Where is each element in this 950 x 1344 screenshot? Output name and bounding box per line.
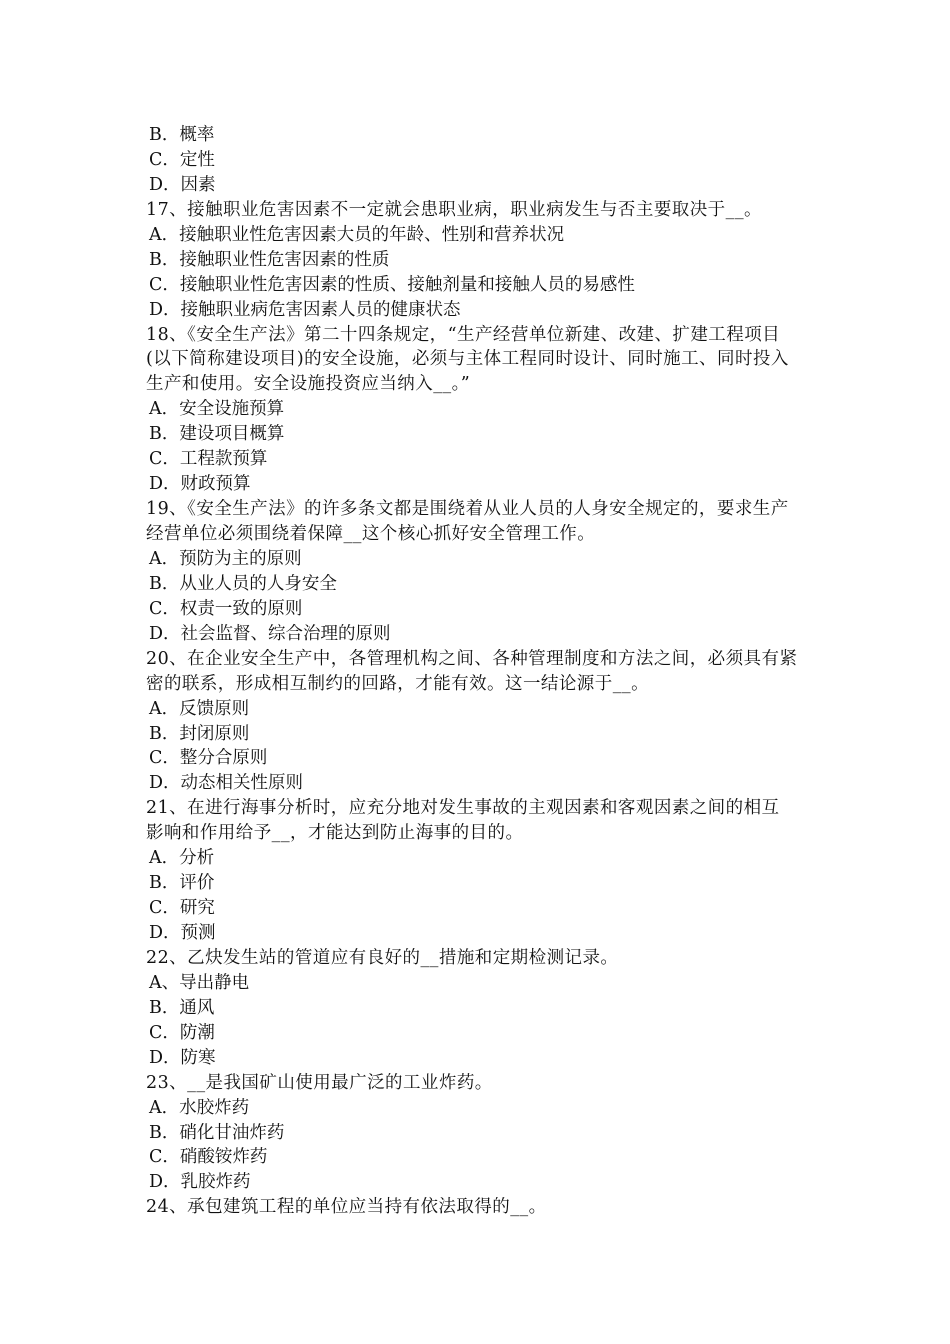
answer-option: C．整分合原则 [149,748,268,769]
question-text-line: 22、乙炔发生站的管道应有良好的__措施和定期检测记录。 [146,947,619,968]
answer-option: D．动态相关性原则 [149,773,304,794]
question-text-line: 23、__是我国矿山使用最广泛的工业炸药。 [146,1072,493,1093]
answer-option: C．接触职业性危害因素的性质、接触剂量和接触人员的易感性 [149,274,635,295]
answer-option: D．防寒 [149,1047,216,1068]
question-text-line: (以下简称建设项目)的安全设施，必须与主体工程同时设计、同时施工、同时投入 [146,349,789,370]
answer-option: D．接触职业病危害因素人员的健康状态 [149,299,461,320]
answer-option: D．财政预算 [149,474,251,495]
question-text-line: 24、承包建筑工程的单位应当持有依法取得的__。 [146,1197,547,1218]
answer-option: A．反馈原则 [149,698,250,719]
answer-option: C．防潮 [149,1022,215,1043]
answer-option: A．分析 [149,848,215,869]
question-text-line: 生产和使用。安全设施投资应当纳入__。” [146,374,471,395]
answer-option: C．硝酸铵炸药 [149,1147,268,1168]
answer-option: D．预测 [149,923,216,943]
answer-option: B．通风 [149,997,215,1018]
answer-option: B．封闭原则 [149,723,250,744]
question-text-line: 17、接触职业危害因素不一定就会患职业病，职业病发生与否主要取决于__。 [146,199,762,220]
answer-option: C．定性 [149,149,215,170]
answer-option: A、导出静电 [149,972,250,993]
question-text-line: 20、在企业安全生产中，各管理机构之间、各种管理制度和方法之间，必须具有紧 [146,648,798,669]
answer-option: B．建设项目概算 [149,424,285,445]
question-text-line: 18、《安全生产法》第二十四条规定，“生产经营单位新建、改建、扩建工程项目 [146,324,781,345]
answer-option: B．接触职业性危害因素的性质 [149,249,390,270]
question-text-line: 21、在进行海事分析时，应充分地对发生事故的主观因素和客观因素之间的相互 [146,798,780,819]
answer-option: C．工程款预算 [149,449,268,470]
question-text-line: 经营单位必须围绕着保障__这个核心抓好安全管理工作。 [146,524,596,544]
answer-option: B．概率 [149,125,215,145]
answer-option: C．研究 [149,898,215,919]
answer-option: A．预防为主的原则 [149,548,302,569]
answer-option: D．因素 [149,174,216,195]
answer-option: C．权责一致的原则 [149,598,303,619]
answer-option: D．乳胶炸药 [149,1172,251,1193]
answer-option: B．评价 [149,873,215,894]
question-text-line: 19、《安全生产法》的许多条文都是围绕着从业人员的人身安全规定的，要求生产 [146,499,789,520]
answer-option: A．接触职业性危害因素大员的年龄、性别和营养状况 [149,224,565,245]
question-text-line: 影响和作用给予__，才能达到防止海事的目的。 [146,823,524,844]
answer-option: B．硝化甘油炸药 [149,1122,285,1143]
document-body [146,123,812,1220]
answer-option: B．从业人员的人身安全 [149,573,337,594]
answer-option: A．安全设施预算 [149,399,285,420]
question-text-line: 密的联系，形成相互制约的回路，才能有效。这一结论源于__。 [146,673,650,694]
answer-option: A．水胶炸药 [149,1097,250,1118]
answer-option: D．社会监督、综合治理的原则 [149,623,391,644]
